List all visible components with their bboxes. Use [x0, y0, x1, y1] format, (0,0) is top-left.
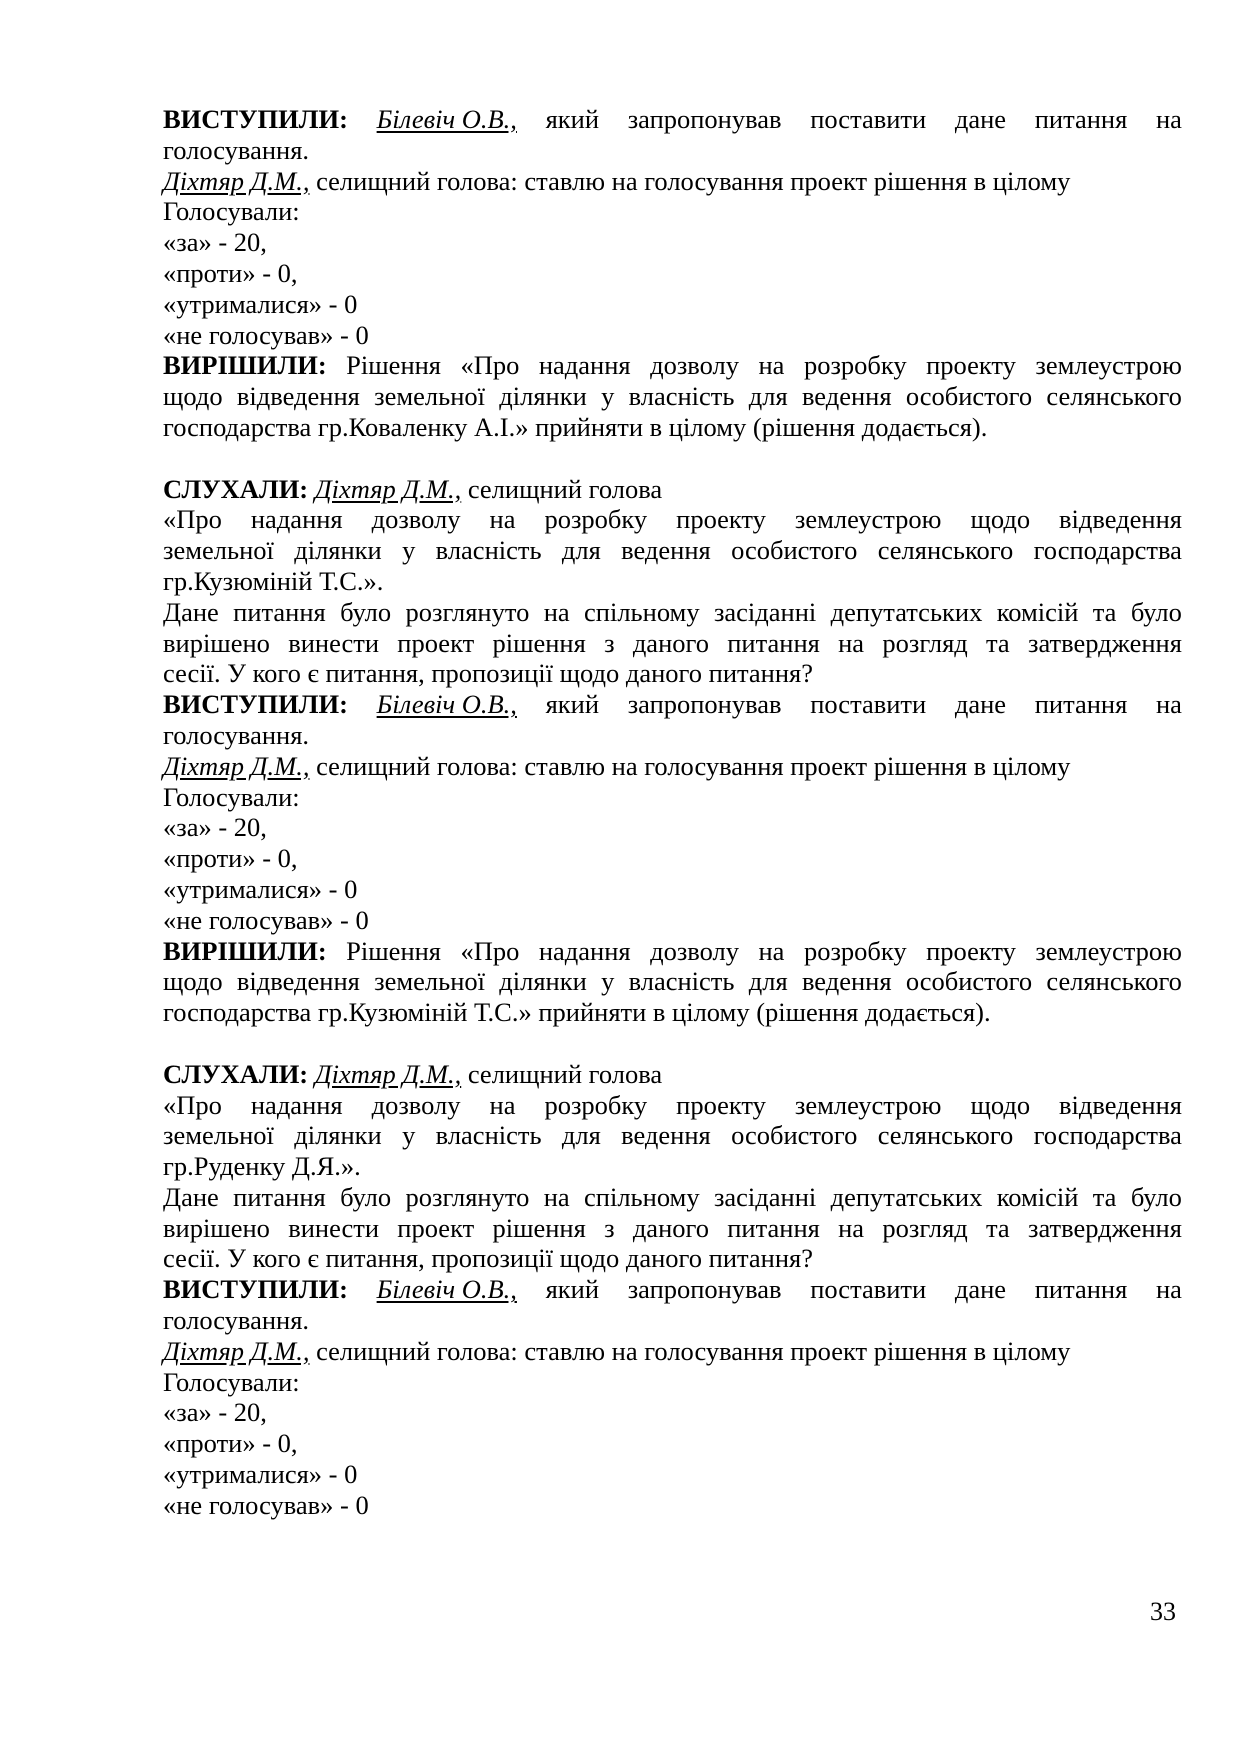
- word: розгляд: [882, 627, 968, 658]
- word: землеустрою: [794, 1089, 942, 1120]
- word: на: [1155, 104, 1182, 134]
- word: ведення: [621, 535, 711, 566]
- word: ділянки: [499, 381, 587, 412]
- person-name: Діхтяр Д.М.,: [314, 1058, 462, 1089]
- word: Дане: [163, 596, 219, 627]
- word: на: [838, 1212, 865, 1243]
- word: рішення: [492, 1212, 586, 1243]
- word: питання: [727, 627, 820, 658]
- text-line: Діхтяр Д.М., селищний голова: ставлю на голосування проект рішення в цілому: [163, 1335, 1071, 1366]
- text-line: [163, 1182, 1182, 1213]
- word: дане: [954, 104, 1007, 134]
- section-label: ВИСТУПИЛИ:: [163, 689, 348, 720]
- word: спільному: [584, 596, 700, 627]
- word: було: [1130, 1181, 1182, 1212]
- word: дозволу: [371, 504, 461, 535]
- section-label: СЛУХАЛИ:: [163, 1058, 309, 1089]
- text-line: [163, 504, 1182, 535]
- text-line: «за» - 20,: [163, 227, 267, 258]
- word: Рішення: [346, 350, 441, 381]
- word: власність: [435, 1120, 542, 1151]
- section-label: ВИРІШИЛИ:: [163, 350, 327, 381]
- word: спільному: [584, 1181, 700, 1212]
- text-line: «за» - 20,: [163, 812, 267, 843]
- person-name: Діхтяр Д.М.,: [314, 473, 462, 504]
- word: [377, 104, 517, 135]
- word: ведення: [801, 381, 892, 412]
- word: землеустрою: [1035, 935, 1182, 966]
- word: дозволу: [650, 935, 740, 966]
- person-name: Діхтяр Д.М.,: [163, 1335, 310, 1366]
- text-line: господарства гр.Коваленку А.І.» прийняти в цілому (рішення додається).: [163, 411, 988, 442]
- word: «Про: [460, 350, 520, 381]
- word: господарства: [1033, 535, 1182, 566]
- text-line: «не голосував» - 0: [163, 904, 369, 935]
- text-line: сесії. У кого є питання, пропозиції щодо даного питання?: [163, 1243, 813, 1274]
- text-line: гр.Руденку Д.Я.».: [163, 1151, 361, 1182]
- document-body: [163, 104, 1182, 1521]
- word: особистого: [905, 966, 1033, 997]
- word: у: [402, 535, 416, 566]
- section-label: СЛУХАЛИ:: [163, 473, 309, 504]
- paragraph-gap: [163, 443, 1182, 474]
- word: питання: [727, 1212, 820, 1243]
- word: землеустрою: [794, 504, 942, 535]
- word: питання: [1034, 1274, 1128, 1305]
- word: та: [986, 627, 1010, 658]
- word: винести: [288, 627, 380, 658]
- text-line: [163, 381, 1182, 412]
- text-line: [163, 936, 1182, 967]
- word: який: [545, 104, 600, 134]
- text-line: СЛУХАЛИ: Діхтяр Д.М., селищний голова: [163, 1058, 663, 1089]
- section-label: ВИСТУПИЛИ:: [163, 104, 348, 134]
- text-line: «за» - 20,: [163, 1397, 267, 1428]
- word: «Про: [460, 935, 520, 966]
- text-line: [163, 597, 1182, 628]
- word: відведення: [1059, 504, 1182, 535]
- word: поставити: [810, 104, 927, 134]
- word: щодо: [970, 1089, 1031, 1120]
- word: на: [543, 1181, 570, 1212]
- word: господарства: [1033, 1120, 1182, 1151]
- word: для: [748, 966, 788, 997]
- word: на: [1155, 1274, 1182, 1305]
- text-line: «проти» - 0,: [163, 1428, 298, 1459]
- word: для: [748, 381, 788, 412]
- word: дане: [954, 689, 1007, 720]
- text-line: «утрималися» - 0: [163, 288, 358, 319]
- word: на: [838, 627, 865, 658]
- word: для: [561, 1120, 601, 1151]
- person-name: Білевіч О.В.,: [376, 104, 517, 134]
- text-line: [163, 1274, 1182, 1305]
- word: депутатських: [830, 1181, 983, 1212]
- word: розглянуто: [405, 1181, 530, 1212]
- word: який: [545, 689, 600, 720]
- word: проекту: [676, 504, 766, 535]
- word: було: [1130, 596, 1182, 627]
- text-line: [163, 966, 1182, 997]
- person-name: Діхтяр Д.М.,: [163, 750, 310, 781]
- text-line: [163, 104, 1182, 135]
- text-line: «утрималися» - 0: [163, 873, 358, 904]
- word: питання: [233, 1181, 326, 1212]
- word: [163, 1274, 348, 1305]
- word: розробку: [803, 350, 907, 381]
- text-line: [163, 1090, 1182, 1121]
- word: ділянки: [499, 966, 587, 997]
- person-name: Білевіч О.В.,: [376, 1274, 517, 1305]
- word: та: [1092, 596, 1117, 627]
- person-name: Білевіч О.В.,: [376, 689, 517, 720]
- word: особистого: [731, 1120, 858, 1151]
- word: щодо: [163, 966, 223, 997]
- text-line: Голосували:: [163, 196, 300, 227]
- word: затвердження: [1027, 1212, 1182, 1243]
- text-line: «не голосував» - 0: [163, 319, 369, 350]
- word: запропонував: [627, 689, 782, 720]
- word: у: [601, 966, 615, 997]
- text-line: Голосували:: [163, 781, 300, 812]
- word: «Про: [163, 1089, 222, 1120]
- word: розробку: [544, 1089, 648, 1120]
- word: проекту: [926, 935, 1016, 966]
- word: даного: [632, 627, 709, 658]
- word: розробку: [803, 935, 907, 966]
- word: щодо: [163, 381, 223, 412]
- word: [163, 104, 348, 135]
- word: у: [402, 1120, 416, 1151]
- word: затвердження: [1027, 627, 1182, 658]
- word: власність: [628, 381, 735, 412]
- word: дане: [954, 1274, 1007, 1305]
- word: з: [604, 1212, 615, 1243]
- word: надання: [250, 1089, 343, 1120]
- section-label: ВИРІШИЛИ:: [163, 935, 327, 966]
- word: ділянки: [294, 535, 382, 566]
- page-number: 33: [1150, 1597, 1176, 1626]
- text-line: голосування.: [163, 134, 310, 165]
- word: [163, 689, 348, 720]
- word: власність: [435, 535, 542, 566]
- word: особистого: [905, 381, 1033, 412]
- word: на: [1155, 689, 1182, 720]
- word: проекту: [676, 1089, 766, 1120]
- text-line: «утрималися» - 0: [163, 1459, 358, 1490]
- word: проекту: [926, 350, 1016, 381]
- text-line: господарства гр.Кузюміній Т.С.» прийняти в цілому (рішення додається).: [163, 997, 991, 1028]
- text-line: [163, 689, 1182, 720]
- text-line: Діхтяр Д.М., селищний голова: ставлю на голосування проект рішення в цілому: [163, 750, 1071, 781]
- text-line: Голосували:: [163, 1366, 300, 1397]
- word: дозволу: [371, 1089, 461, 1120]
- text-line: Діхтяр Д.М., селищний голова: ставлю на голосування проект рішення в цілому: [163, 165, 1071, 196]
- text-line: [163, 535, 1182, 566]
- word: на: [543, 596, 570, 627]
- text-line: сесії. У кого є питання, пропозиції щодо даного питання?: [163, 658, 813, 689]
- paragraph-gap: [163, 1028, 1182, 1059]
- word: проект: [397, 1212, 475, 1243]
- word: було: [340, 1181, 392, 1212]
- word: відведення: [236, 381, 360, 412]
- word: особистого: [731, 535, 858, 566]
- word: відведення: [236, 966, 360, 997]
- word: Дане: [163, 1181, 219, 1212]
- text-line: голосування.: [163, 1305, 310, 1336]
- text-line: голосування.: [163, 719, 310, 750]
- word: для: [561, 535, 601, 566]
- text-line: «не голосував» - 0: [163, 1489, 369, 1520]
- word: запропонував: [627, 104, 782, 134]
- word: рішення: [492, 627, 586, 658]
- word: ділянки: [294, 1120, 382, 1151]
- word: питання: [1034, 104, 1128, 134]
- word: [377, 689, 517, 720]
- word: засіданні: [713, 1181, 817, 1212]
- word: було: [340, 596, 392, 627]
- text-line: [163, 628, 1182, 659]
- word: засіданні: [713, 596, 817, 627]
- word: та: [1092, 1181, 1117, 1212]
- word: запропонував: [627, 1274, 782, 1305]
- word: даного: [632, 1212, 709, 1243]
- word: [163, 350, 327, 381]
- word: питання: [1034, 689, 1128, 720]
- word: поставити: [810, 689, 927, 720]
- word: депутатських: [830, 596, 983, 627]
- word: розгляд: [882, 1212, 968, 1243]
- word: вирішено: [163, 1212, 270, 1243]
- word: селянського: [1046, 381, 1182, 412]
- text-line: «проти» - 0,: [163, 257, 298, 288]
- word: надання: [250, 504, 343, 535]
- word: селянського: [877, 1120, 1014, 1151]
- word: вирішено: [163, 627, 270, 658]
- word: надання: [538, 935, 631, 966]
- word: на: [489, 504, 516, 535]
- word: щодо: [970, 504, 1031, 535]
- word: проект: [397, 627, 475, 658]
- word: з: [604, 627, 615, 658]
- word: земельної: [374, 966, 485, 997]
- word: [163, 936, 327, 967]
- text-line: «проти» - 0,: [163, 843, 298, 874]
- word: земельної: [163, 1120, 274, 1151]
- word: та: [986, 1212, 1010, 1243]
- word: комісій: [996, 1181, 1079, 1212]
- word: комісій: [996, 596, 1079, 627]
- word: у: [601, 381, 615, 412]
- word: розглянуто: [405, 596, 530, 627]
- text-line: [163, 1213, 1182, 1244]
- word: селянського: [1046, 966, 1182, 997]
- word: ведення: [621, 1120, 711, 1151]
- word: «Про: [163, 504, 222, 535]
- word: надання: [538, 350, 631, 381]
- word: земельної: [374, 381, 485, 412]
- word: який: [545, 1274, 600, 1305]
- word: на: [758, 350, 785, 381]
- word: власність: [628, 966, 735, 997]
- word: питання: [233, 596, 326, 627]
- word: ведення: [801, 966, 892, 997]
- word: земельної: [163, 535, 274, 566]
- text-line: СЛУХАЛИ: Діхтяр Д.М., селищний голова: [163, 473, 663, 504]
- word: розробку: [544, 504, 648, 535]
- person-name: Діхтяр Д.М.,: [163, 165, 310, 196]
- text-line: [163, 350, 1182, 381]
- word: [377, 1274, 517, 1305]
- word: на: [758, 935, 785, 966]
- word: винести: [288, 1212, 380, 1243]
- word: дозволу: [650, 350, 740, 381]
- word: відведення: [1059, 1089, 1182, 1120]
- word: поставити: [810, 1274, 927, 1305]
- word: Рішення: [346, 935, 441, 966]
- text-line: гр.Кузюміній Т.С.».: [163, 565, 384, 596]
- word: на: [489, 1089, 516, 1120]
- word: землеустрою: [1035, 350, 1182, 381]
- word: селянського: [877, 535, 1014, 566]
- text-line: [163, 1120, 1182, 1151]
- section-label: ВИСТУПИЛИ:: [163, 1274, 348, 1305]
